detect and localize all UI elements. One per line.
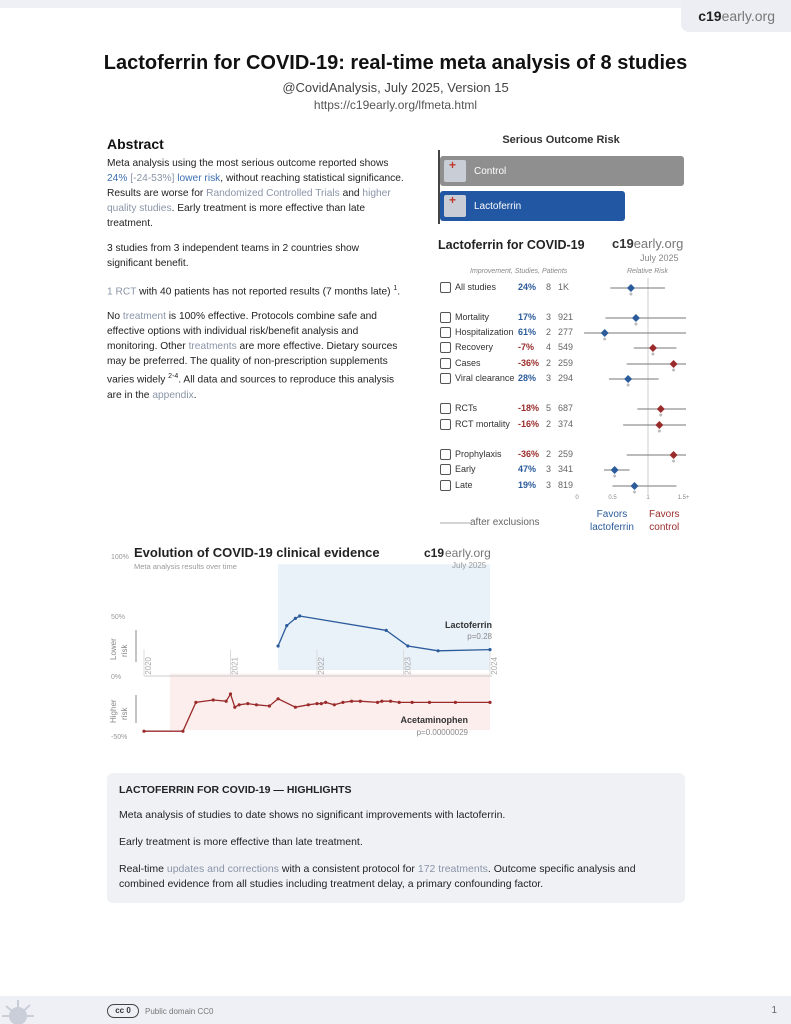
- forest-row-studies: 8: [546, 282, 552, 292]
- series-point: [181, 730, 184, 733]
- forest-row-patients: 921: [558, 312, 574, 322]
- highlights-p2: Early treatment is more effective than late treatment.: [119, 836, 363, 848]
- evolution-brand-bold: c19: [424, 546, 445, 560]
- forest-brand-bold: c19: [612, 236, 634, 251]
- acetaminophen-series-label: Acetaminophen: [400, 715, 468, 725]
- forest-row-patients: 341: [558, 464, 574, 474]
- after-exclusions-label: after exclusions: [470, 517, 540, 528]
- abstract-rct-link[interactable]: Randomized Controlled Trials: [206, 188, 340, 199]
- virus-icon: [0, 994, 44, 1024]
- series-point: [320, 702, 323, 705]
- series-point: [488, 701, 491, 704]
- series-point: [142, 730, 145, 733]
- forest-row-label: Hospitalization: [455, 327, 514, 337]
- abstract-p2: 3 studies from 3 independent teams in 2 countries show significant benefit.: [107, 243, 360, 269]
- year-label: 2020: [144, 657, 153, 675]
- series-point: [233, 706, 236, 709]
- series-point: [428, 701, 431, 704]
- lactoferrin-series-label: Lactoferrin: [444, 620, 492, 630]
- forest-row-studies: 4: [546, 342, 552, 352]
- lactoferrin-p-value: p=0.28: [467, 632, 492, 641]
- forest-rr-header: Relative Risk: [627, 268, 668, 275]
- forest-row-patients: 819: [558, 480, 574, 490]
- forest-plot-svg: [436, 232, 690, 502]
- forest-row-improvement: 17%: [518, 312, 537, 322]
- forest-axis-tick: 0.5: [608, 495, 617, 501]
- control-label: Control: [474, 165, 507, 177]
- abstract-p4-e: .: [193, 389, 197, 401]
- favors-control: [649, 508, 680, 534]
- abstract-p1-ci: [-24-53%]: [130, 173, 175, 184]
- highlights-p3: [119, 862, 673, 892]
- cc0-icon: cc 0: [107, 1004, 139, 1018]
- forest-date: July 2025: [640, 253, 679, 263]
- highlights-box: [107, 773, 685, 903]
- series-point: [294, 706, 297, 709]
- forest-point: [627, 284, 635, 292]
- abstract-p4-c: are more effective. Dietary sources may be preferred. The quality of non-prescription supplements varies widely: [107, 341, 398, 386]
- higher-risk-label: Higher: [109, 699, 118, 723]
- series-point: [307, 703, 310, 706]
- favors-left-1: Favors: [596, 509, 628, 520]
- forest-exclusion-marker: [633, 491, 636, 494]
- forest-axis-tick: 0: [575, 495, 579, 501]
- abstract-p1-lower-risk: lower risk: [177, 173, 221, 184]
- forest-point: [624, 375, 632, 383]
- abstract-p4: [107, 309, 407, 402]
- treatment-link[interactable]: treatment: [122, 311, 166, 323]
- forest-point: [670, 360, 678, 368]
- forest-row-label: Viral clearance: [455, 373, 515, 383]
- forest-row-patients: 549: [558, 342, 574, 352]
- forest-exclusion-marker: [634, 323, 637, 326]
- forest-row-patients: 1K: [558, 282, 570, 292]
- treatments-count-link[interactable]: 172 treatments: [417, 863, 488, 875]
- forest-exclusion-marker: [658, 430, 661, 433]
- forest-col-header: Improvement, Studies, Patients: [470, 268, 568, 275]
- forest-title: Lactoferrin for COVID-19: [438, 238, 585, 252]
- forest-row-studies: 2: [546, 419, 552, 429]
- lower-risk-label-2: risk: [120, 644, 129, 657]
- forest-axis-tick: 1.5+: [677, 495, 690, 501]
- hospital-icon: [444, 160, 466, 182]
- acetaminophen-p-value: p=0.00000029: [416, 728, 468, 737]
- forest-exclusion-marker: [651, 353, 654, 356]
- highlights-title: LACTOFERRIN FOR COVID-19 — HIGHLIGHTS: [119, 784, 352, 796]
- series-point: [406, 644, 409, 647]
- y-tick-label: 0%: [111, 674, 122, 681]
- forest-row-patients: 294: [558, 373, 574, 383]
- page-title: Lactoferrin for COVID-19: real-time meta analysis of 8 studies: [103, 52, 688, 74]
- series-point: [359, 700, 362, 703]
- forest-row-patients: 687: [558, 403, 574, 413]
- series-point: [294, 617, 297, 620]
- series-point: [298, 614, 301, 617]
- control-risk-bar: [440, 156, 684, 186]
- evolution-chart: [104, 540, 504, 770]
- abstract-p1: [107, 156, 407, 231]
- forest-row-label: Prophylaxis: [455, 449, 502, 459]
- series-point: [333, 703, 336, 706]
- highlights-p3-c: . Outcome specific analysis and combined evidence from all studies including treatment delay, a primary confounding factor.: [119, 863, 636, 890]
- forest-exclusion-marker: [603, 338, 606, 341]
- series-point: [212, 698, 215, 701]
- updates-link[interactable]: updates and corrections: [166, 863, 279, 875]
- series-point: [376, 701, 379, 704]
- series-point: [437, 649, 440, 652]
- forest-brand-rest: early.org: [633, 236, 684, 251]
- y-tick-label: 100%: [111, 554, 129, 561]
- forest-point: [601, 329, 609, 337]
- footnote-1[interactable]: 1: [393, 285, 398, 292]
- forest-row-improvement: -18%: [518, 403, 540, 413]
- appendix-link[interactable]: appendix: [152, 389, 194, 401]
- forest-row-improvement: 47%: [518, 464, 537, 474]
- abstract-p1-d: and: [342, 188, 360, 199]
- forest-row-label: Cases: [455, 358, 481, 368]
- series-point: [285, 624, 288, 627]
- forest-row-improvement: 19%: [518, 480, 537, 490]
- forest-point: [632, 314, 640, 322]
- forest-point: [649, 344, 657, 352]
- abstract-body: [107, 156, 407, 413]
- abstract-p1-c: , without reaching statistical significance. Results are worse for: [107, 173, 404, 199]
- forest-row-patients: 374: [558, 419, 574, 429]
- brand-bold: c19: [698, 8, 722, 24]
- forest-row-patients: 259: [558, 358, 574, 368]
- forest-row-improvement: -36%: [518, 449, 540, 459]
- forest-row-label: All studies: [455, 282, 497, 292]
- series-point: [268, 704, 271, 707]
- series-point: [225, 700, 228, 703]
- series-point: [276, 697, 279, 700]
- evolution-title: Evolution of COVID-19 clinical evidence: [134, 545, 380, 560]
- forest-row-studies: 2: [546, 327, 552, 337]
- serious-outcome-title: Serious Outcome Risk: [502, 134, 620, 146]
- year-label: 2021: [230, 657, 240, 675]
- series-point: [238, 703, 241, 706]
- forest-row-label: Early: [455, 464, 476, 474]
- treatment-label: Lactoferrin: [474, 200, 522, 212]
- abstract-p4-b: is 100% effective. Protocols combine safe and effective options with individual risk/benefit analysis and monitoring. Other: [107, 311, 377, 353]
- favors-left-2: lactoferrin: [590, 522, 634, 533]
- forest-exclusion-marker: [672, 369, 675, 372]
- forest-row-studies: 3: [546, 312, 552, 322]
- forest-row-improvement: 24%: [518, 282, 537, 292]
- forest-exclusion-marker: [613, 475, 616, 478]
- forest-point: [631, 482, 639, 490]
- series-point: [229, 692, 232, 695]
- forest-exclusion-marker: [629, 293, 632, 296]
- forest-row-improvement: -36%: [518, 358, 540, 368]
- highlights-p1: Meta analysis of studies to date shows no significant improvements with lactoferrin.: [119, 809, 506, 821]
- evolution-brand-rest: early.org: [445, 546, 491, 560]
- forest-row-studies: 2: [546, 449, 552, 459]
- forest-point: [611, 466, 619, 474]
- abstract-p1-e: . Early treatment is more effective than late treatment.: [107, 203, 366, 229]
- page-url[interactable]: https://c19early.org/lfmeta.html: [313, 98, 478, 112]
- treatments-link[interactable]: treatments: [188, 341, 237, 353]
- y-tick-label: 50%: [111, 614, 126, 621]
- series-point: [350, 700, 353, 703]
- forest-row-label: Mortality: [455, 312, 490, 322]
- forest-row-label: RCT mortality: [455, 419, 510, 429]
- forest-exclusion-marker: [659, 414, 662, 417]
- abstract-p1-pct: 24%: [107, 173, 128, 184]
- abstract-p3-rest: with 40 patients has not reported results (7 months late): [139, 286, 391, 298]
- series-point: [411, 701, 414, 704]
- footnote-2-4[interactable]: 2-4: [168, 373, 179, 381]
- abstract-p3-rct-link[interactable]: 1 RCT: [107, 286, 137, 298]
- site-logo[interactable]: [698, 8, 775, 24]
- abstract-p1-a: Meta analysis using the most serious outcome reported shows: [107, 158, 389, 169]
- series-point: [341, 701, 344, 704]
- series-point: [255, 703, 258, 706]
- abstract-p4-d: . All data and sources to reproduce this analysis are in the: [107, 374, 395, 401]
- series-point: [246, 702, 249, 705]
- abstract-heading: Abstract: [107, 136, 164, 152]
- highlights-p3-b: with a consistent protocol for: [281, 863, 415, 875]
- forest-row-studies: 2: [546, 358, 552, 368]
- y-tick-label: -50%: [111, 734, 128, 741]
- forest-point: [655, 421, 663, 429]
- evolution-date: July 2025: [452, 561, 487, 570]
- year-label: 2023: [403, 657, 413, 675]
- page-subtitle: @CovidAnalysis, July 2025, Version 15: [282, 80, 509, 95]
- treatment-risk-bar: [440, 191, 625, 221]
- series-point: [194, 701, 197, 704]
- series-point: [380, 700, 383, 703]
- license[interactable]: [107, 1004, 213, 1018]
- forest-exclusion-marker: [672, 460, 675, 463]
- forest-exclusion-marker: [627, 384, 630, 387]
- forest-row-studies: 3: [546, 464, 552, 474]
- forest-row-improvement: 61%: [518, 327, 537, 337]
- forest-row-patients: 277: [558, 327, 574, 337]
- forest-row-label: Recovery: [455, 342, 494, 352]
- forest-row-studies: 5: [546, 403, 552, 413]
- series-point: [315, 702, 318, 705]
- series-point: [276, 644, 279, 647]
- series-point: [389, 700, 392, 703]
- page-number: 1: [771, 1005, 777, 1016]
- brand-rest: early.org: [721, 8, 775, 24]
- favors-lactoferrin: [590, 508, 634, 534]
- year-label: 2022: [317, 657, 326, 675]
- forest-row-label: Late: [455, 480, 473, 490]
- forest-row-improvement: 28%: [518, 373, 537, 383]
- forest-axis-tick: 1: [646, 495, 650, 501]
- higher-risk-label-2: risk: [120, 707, 129, 720]
- series-point: [385, 629, 388, 632]
- hospital-icon: [444, 195, 466, 217]
- forest-row-studies: 3: [546, 373, 552, 383]
- forest-row-improvement: -7%: [518, 342, 535, 352]
- favors-right-2: control: [649, 522, 680, 533]
- top-bar: [0, 0, 791, 8]
- forest-point: [657, 405, 665, 413]
- highlights-p3-a: Real-time: [119, 863, 164, 875]
- abstract-p3: 1 RCT with 40 patients has not reported results (7 months late) $^1$.: [107, 285, 401, 298]
- abstract-hq-link[interactable]: higher quality studies: [107, 188, 391, 214]
- year-label: 2024: [490, 657, 499, 675]
- series-point: [398, 701, 401, 704]
- after-exclusions-line: [440, 522, 470, 524]
- forest-row-label: RCTs: [455, 403, 477, 413]
- abstract-p4-a: No: [107, 311, 121, 323]
- forest-point: [670, 451, 678, 459]
- series-point: [488, 648, 491, 651]
- lower-risk-label: Lower: [109, 638, 118, 660]
- forest-row-studies: 3: [546, 480, 552, 490]
- forest-row-patients: 259: [558, 449, 574, 459]
- series-point: [324, 701, 327, 704]
- license-text: Public domain CC0: [145, 1006, 214, 1016]
- forest-row-improvement: -16%: [518, 419, 540, 429]
- evolution-subtitle: Meta analysis results over time: [134, 562, 237, 571]
- series-point: [454, 701, 457, 704]
- favors-right-1: Favors: [649, 509, 680, 520]
